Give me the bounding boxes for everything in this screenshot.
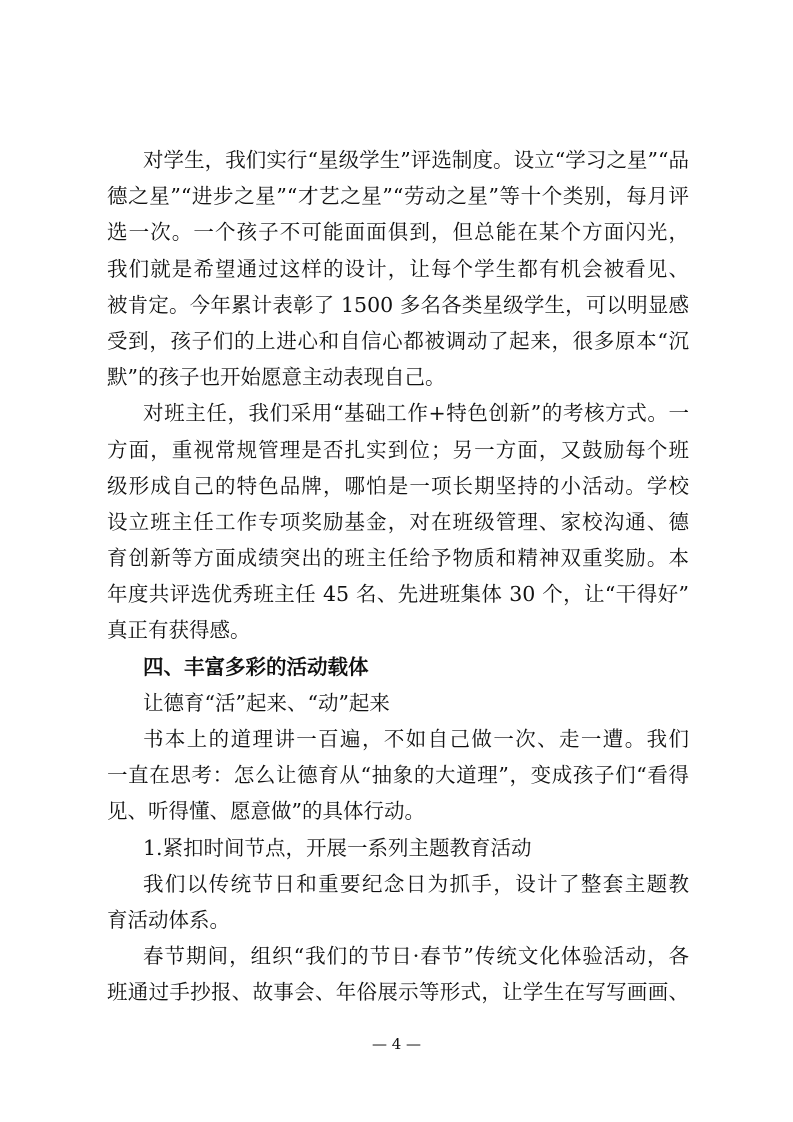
text-line: 见、听得懂、愿意做”的具体行动。 [107,799,425,824]
text-line: 被肯定。今年累计表彰了 1500 多名各类星级学生，可以明显感 [107,292,689,317]
document-body [107,142,689,1011]
page-number: — 4 — [371,1035,422,1053]
text-line: 选一次。一个孩子不可能面面俱到，但总能在某个方面闪光， [107,220,689,245]
text-line: 育创新等方面成绩突出的班主任给予物质和精神双重奖励。本 [107,546,689,571]
text-line: 一直在思考：怎么让德育从“抽象的大道理”，变成孩子们“看得 [107,763,689,788]
text-line: 对学生，我们实行“星级学生”评选制度。设立“学习之星”“品 [143,148,689,172]
text-line: 我们就是希望通过这样的设计，让每个学生都有机会被看见、 [107,256,689,281]
text-line: 我们以传统节日和重要纪念日为抓手，设计了整套主题教 [143,871,689,896]
text-line: 班通过手抄报、故事会、年俗展示等形式，让学生在写写画画、 [107,980,689,1005]
text-line: 受到，孩子们的上进心和自信心都被调动了起来，很多原本“沉 [107,328,689,353]
text-line: 德之星”“进步之星”“才艺之星”“劳动之星”等十个类别，每月评 [107,184,689,209]
text-line: 默”的孩子也开始愿意主动表现自己。 [107,365,446,390]
text-line: 级形成自己的特色品牌，哪怕是一项长期坚持的小活动。学校 [107,473,689,498]
text-line: 设立班主任工作专项奖励基金，对在班级管理、家校沟通、德 [107,509,689,534]
text-line: 对班主任，我们采用“基础工作+特色创新”的考核方式。一 [143,401,689,426]
text-line: 让德育“活”起来、“动”起来 [143,690,390,715]
text-line: 年度共评选优秀班主任 45 名、先进班集体 30 个，让“干得好” [107,582,689,607]
section-heading: 四、丰富多彩的活动载体 [143,654,369,679]
text-line: 方面，重视常规管理是否扎实到位；另一方面，又鼓励每个班 [107,437,689,462]
text-line: 春节期间，组织“我们的节日·春节”传统文化体验活动，各 [143,944,689,969]
text-line: 真正有获得感。 [107,618,251,643]
text-line: 育活动体系。 [107,907,230,932]
text-line: 书本上的道理讲一百遍，不如自己做一次、走一遭。我们 [143,727,689,751]
text-line: 1.紧扣时间节点，开展一系列主题教育活动 [143,835,532,860]
